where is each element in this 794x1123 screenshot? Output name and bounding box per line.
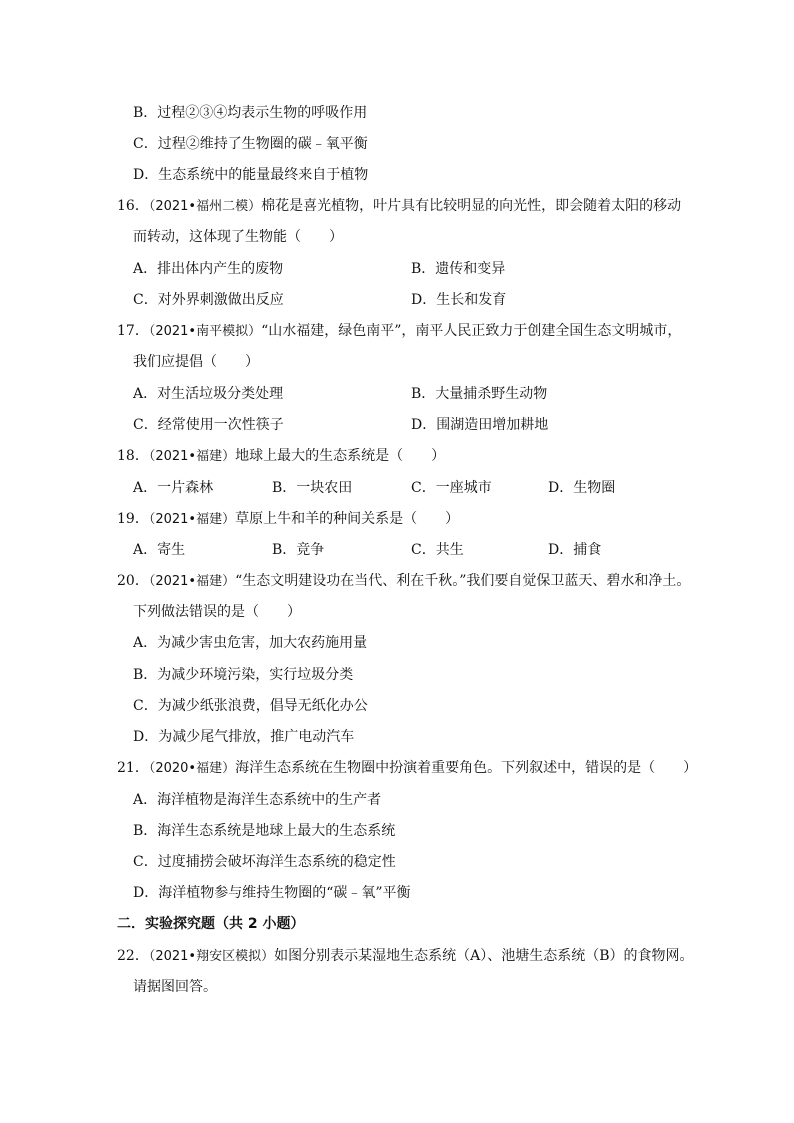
- q15-option-c: C．过程②维持了生物圈的碳﹣氧平衡: [133, 136, 368, 152]
- question-source: （2021•南平模拟）: [148, 324, 262, 339]
- q17-stem-line1: [117, 322, 681, 341]
- q16-stem-line2: 而转动，这体现了生物能（ ）: [133, 229, 343, 245]
- q21-option-b: B．海洋生态系统是地球上最大的生态系统: [133, 823, 396, 839]
- q20-stem-line2: 下列做法错误的是（ ）: [133, 604, 301, 620]
- q20-option-c: C．为减少纸张浪费，倡导无纸化办公: [133, 698, 368, 714]
- q20-option-b: B．为减少环境污染，实行垃圾分类: [133, 667, 354, 683]
- section-heading: 二．实验探究题（共 2 小题）: [117, 916, 305, 932]
- q19-option-d: D．捕食: [548, 542, 602, 558]
- q18-option-c: C．一座城市: [411, 480, 492, 496]
- question-source: （2021•福州二模）: [148, 199, 262, 214]
- question-text: “山水福建，绿色南平”，南平人民正致力于创建全国生态文明城市，: [261, 323, 682, 339]
- question-text: 海洋生态系统在生物圈中扮演着重要角色。下列叙述中，错误的是（ ）: [235, 760, 698, 776]
- question-text: 地球上最大的生态系统是（ ）: [235, 448, 446, 464]
- question-source: （2020•福建）: [148, 761, 236, 776]
- question-number: 22．: [117, 948, 149, 964]
- question-number: 19．: [117, 511, 149, 527]
- q19-option-a: A．寄生: [133, 542, 186, 558]
- q19-option-b: B．竞争: [272, 542, 325, 558]
- q19-option-c: C．共生: [411, 542, 464, 558]
- q15-option-d: D．生态系统中的能量最终来自于植物: [133, 167, 369, 183]
- q20-stem-line1: [117, 572, 690, 591]
- question-text: 棉花是喜光植物，叶片具有比较明显的向光性，即会随着太阳的移动: [261, 198, 682, 214]
- question-source: （2021•福建）: [148, 574, 236, 589]
- question-source: （2021•福建）: [148, 449, 236, 464]
- q16-option-b: B．遗传和变异: [411, 261, 506, 277]
- q19-stem: [117, 510, 459, 529]
- question-number: 18．: [117, 448, 149, 464]
- q17-option-d: D．围湖造田增加耕地: [411, 417, 549, 433]
- q21-stem: [117, 759, 697, 778]
- q20-option-d: D．为减少尾气排放，推广电动汽车: [133, 729, 355, 745]
- question-number: 16．: [117, 198, 149, 214]
- q18-stem: [117, 447, 445, 466]
- question-source: （2021•福建）: [148, 512, 236, 527]
- q16-option-a: A．排出体内产生的废物: [133, 261, 284, 277]
- q17-option-c: C．经常使用一次性筷子: [133, 417, 284, 433]
- question-source: （2021•翔安区模拟）: [148, 949, 275, 964]
- question-number: 21．: [117, 760, 149, 776]
- q17-option-b: B．大量捕杀野生动物: [411, 386, 548, 402]
- question-text: “生态文明建设功在当代、利在千秋。”我们要自觉保卫蓝天、碧水和净土。: [235, 573, 691, 589]
- q21-option-d: D．海洋植物参与维持生物圈的“碳﹣氧”平衡: [133, 885, 411, 901]
- q15-option-b: B．过程②③④均表示生物的呼吸作用: [133, 105, 368, 121]
- q18-option-b: B．一块农田: [272, 480, 353, 496]
- q21-option-c: C．过度捕捞会破坏海洋生态系统的稳定性: [133, 854, 396, 870]
- q16-stem-line1: [117, 197, 681, 216]
- q17-stem-line2: 我们应提倡（ ）: [133, 354, 259, 370]
- q20-option-a: A．为减少害虫危害，加大农药施用量: [133, 635, 368, 651]
- question-text: 如图分别表示某湿地生态系统（A）、池塘生态系统（B）的食物网。: [274, 948, 694, 964]
- question-number: 20．: [117, 573, 149, 589]
- q18-option-a: A．一片森林: [133, 480, 214, 496]
- q16-option-c: C．对外界刺激做出反应: [133, 292, 284, 308]
- question-number: 17．: [117, 323, 149, 339]
- q18-option-d: D．生物圈: [548, 480, 616, 496]
- q17-option-a: A．对生活垃圾分类处理: [133, 386, 284, 402]
- q22-stem-line1: [117, 947, 694, 966]
- q16-option-d: D．生长和发育: [411, 292, 507, 308]
- q22-stem-line2: 请据图回答。: [133, 979, 217, 995]
- q21-option-a: A．海洋植物是海洋生态系统中的生产者: [133, 792, 382, 808]
- question-text: 草原上牛和羊的种间关系是（ ）: [235, 511, 460, 527]
